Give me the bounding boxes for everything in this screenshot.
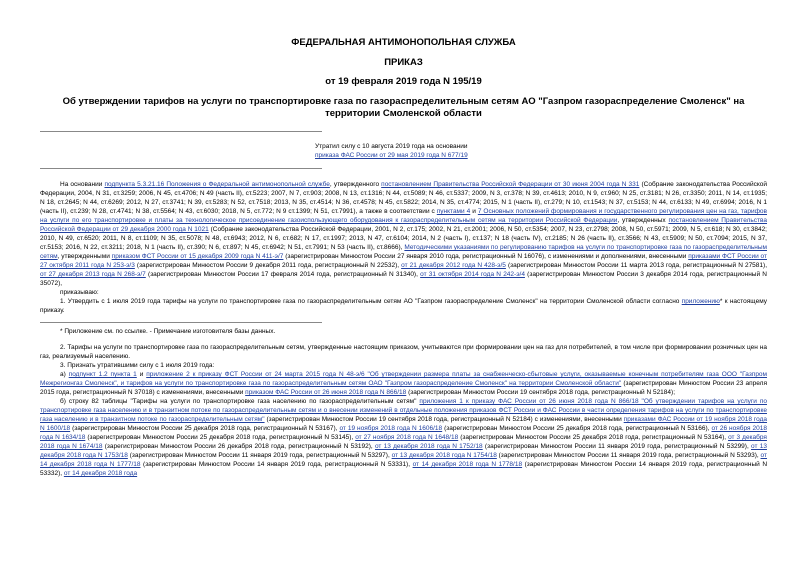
link-prikaz-dec14[interactable]: от 14 декабря 2018 года [63, 470, 138, 477]
link-prikaz-1634[interactable]: от 26 ноября 2018 года N 1634/18 [40, 425, 767, 441]
link-prikaz-1600[interactable]: приказами ФАС России от 19 ноября 2018 года N 1600/18 [40, 416, 768, 432]
link-prikaz-1778[interactable]: от 14 декабря 2018 года N 1778/18 [412, 461, 523, 468]
link-prilozhenie-2-prikaz-48[interactable]: приложение 2 к приказу ФСТ России от 24 марта 2015 года N 48-э/6 "Об утверждении размера платы за снабженческо-сбытовые услуги, оказываемые конечным потребителям газа ООО "Газпром Межрегионгаз Смоленск", и тарифов на услуги по транспортировке газа по газораспределительным сетям ОАО "Газпром газораспределение Смоленск" на территории Смоленской области" [40, 371, 768, 387]
intro-paragraph: На основании подпункта 5.3.21.16 Положения о Федеральной антимонопольной службе, утвержденного постановлением Правительства Российской Федерации от 30 июня 2004 года N 331 (Собрание законодательства Российской Федерации, 2004, N 31, ст.3259; 2006, N 45, ст.4706; N 49 (часть II), ст.5223; 2007, N 7, ст.903; 2008, N 13, ст.1316; N 44, ст.5089; N 46, ст.5337; 2009, N 3, ст.378; N 39, ст.4613; 2010, N 9, ст.960; N 25, ст.3181; N 26, ст.3350; 2011, N 14, ст.1935; N 18, ст.2645; N 44, ст.6269; 2012, N 27, ст.3741; N 39, ст.5283; N 52, ст.7518; 2013, N 35, ст.4514; N 36, ст.4578; N 45, ст.5822; 2014, N 35, ст.4774; 2015, N 1 (часть II), ст.279; N 10, ст.1543; N 37, ст.5153; N 44, ст.6133; N 49, ст.6994; 2016, N 1 (часть II), ст.239; N 28, ст.4741; N 38, ст.5564; N 43, ст.6030; 2018, N 5, ст.772; N 9 ст.1399; N 51, ст.7991), а также в соответствии с пунктами 4 и 7 Основных положений формирования и государственного регулирования цен на газ, тарифов на услуги по его транспортировке и платы за технологическое присоединение газоиспользующего оборудования к газораспределительным сетям на территории Российской Федерации, утвержденных постановлением Правительства Российской Федерации от 29 декабря 2000 года N 1021 (Собрание законодательства Российской Федерации, 2001, N 2, ст.175; 2002, N 21, ст.2001; 2006, N 50, ст.5354; 2007, N 23, ст.2798; 2008, N 50, ст.5971; 2009, N 5, ст.618; N 30, ст.3842; 2010, N 49, ст.6520; 2011, N 8, ст.1109; N 35, ст.5078; N 48, ст.6943; 2012, N 6, ст.682; N 17, ст.1997; 2013, N 47, ст.6104; 2014, N 2 (часть I), ст.137; N 18 (часть IV), ст.2185; N 26 (часть II), ст.3566; N 43, ст.5909; N 50, ст.7094; 2015, N 37, ст.5153; 2016, N 22, ст.3211; 2018, N 1 (часть II), ст.390; N 6, ст.897; N 45, ст.6942; N 51, ст.7991; N 53 (часть II), ст.8666), Методическими указаниями по регулированию тарифов на услуги по транспортировке газа по газораспределительным сетям, утвержденными приказом ФСТ России от 15 декабря 2009 года N 411-э/7 (зарегистрирован Минюстом России 27 января 2010 года, регистрационный N 16076), с изменениями и дополнениями, внесенными приказами ФСТ России от 27 октября 2011 года N 253-э/3 (зарегистрирован Минюстом России 9 декабря 2011 года, регистрационный N 22532), от 21 декабря 2012 года N 428-э/5 (зарегистрирован Минюстом России 11 марта 2013 года, регистрационный N 27581), от 27 декабря 2013 года N 268-э/7 (зарегистрирован Минюстом России 17 февраля 2014 года, регистрационный N 31340), от 31 октября 2014 года N 242-э/4 (зарегистрирован Минюстом России 3 декабря 2014 года, регистрационный N 35072), [40, 181, 768, 287]
doc-title: Об утверждении тарифов на услуги по транспортировке газа по газораспределительным сетям АО "Газпром газораспределение Смоленск" на территории Смоленской области [62, 96, 745, 119]
link-podpunkt-1-2[interactable]: подпункт 1.2 пункта 1 [68, 371, 137, 378]
document-body [40, 180, 767, 478]
lost-force-link[interactable]: приказа ФАС России от 29 мая 2019 года N 677/19 [315, 152, 468, 159]
link-metodicheskie-ukazaniya[interactable]: Методическими указаниями по регулированию тарифов на услуги по транспортировке газа по газораспределительным сетям [40, 244, 767, 260]
link-prikaz-1777[interactable]: от 14 декабря 2018 года N 1777/18 [40, 452, 767, 468]
item-3a: а) подпункт 1.2 пункта 1 и приложение 2 к приказу ФСТ России от 24 марта 2015 года N 48-э/6 "Об утверждении размера платы за снабженческо-сбытовые услуги, оказываемые конечным потребителям газа ООО "Газпром Межрегионгаз Смоленск", и тарифов на услуги по транспортировке газа по газораспределительным сетям ОАО "Газпром газораспределение Смоленск" на территории Смоленской области" (зарегистрирован Минюстом России 23 апреля 2015 года, регистрационный N 37018) с изменениями, внесенными приказом ФАС России от 26 июня 2018 года N 866/18 (зарегистрирован Минюстом России 19 сентября 2018 года, регистрационный N 52184); [40, 371, 768, 396]
link-prikaz-1674[interactable]: от 3 декабря 2018 года N 1674/18 [40, 434, 767, 450]
item-2: 2. Тарифы на услуги по транспортировке газа по газораспределительным сетям, утвержденные настоящим приказом, учитываются при формировании цен на газ для потребителей, в том числе при формировании розничных цен на газ, реализуемый населению. [40, 344, 767, 360]
link-prikaz-411[interactable]: приказом ФСТ России от 15 декабря 2009 года N 411-э/7 [111, 253, 284, 260]
link-prikaz-428[interactable]: от 21 декабря 2012 года N 428-э/5 [401, 262, 506, 269]
link-postanovlenie-331[interactable]: постановлением Правительства Российской Федерации от 30 июня 2004 года N 331 [381, 181, 640, 188]
link-polozhenie-fas[interactable]: подпункта 5.3.21.16 Положения о Федеральной антимонопольной службе [104, 181, 330, 188]
link-prikaz-1606[interactable]: от 19 ноября 2018 года N 1606/18 [339, 425, 443, 432]
separator-top [40, 131, 322, 132]
link-prikaz-242[interactable]: от 31 октября 2014 года N 242-э/4 [420, 271, 525, 278]
link-punkt-4[interactable]: пунктами 4 [436, 208, 471, 215]
link-prikaz-268[interactable]: от 27 декабря 2013 года N 268-э/7 [40, 271, 146, 278]
link-prilozhenie[interactable]: приложению [681, 298, 720, 305]
link-prikaz-1753[interactable]: от 13 декабря 2018 года N 1753/18 [40, 443, 767, 459]
footnote: * Приложение см. по ссылке. - Примечание изготовителя базы данных. [60, 328, 276, 335]
link-prikaz-1648[interactable]: от 27 ноября 2018 года N 1648/18 [355, 434, 459, 441]
doc-date-number: от 19 февраля 2019 года N 195/19 [325, 76, 482, 87]
link-postanovlenie-1021[interactable]: постановлением Правительства Российской Федерации от 29 декабря 2000 года N 1021 [40, 217, 768, 233]
link-osnovnye-polozheniya[interactable]: 7 Основных положений формирования и государственного регулирования цен на газ, тарифов на услуги по его транспортировке и платы за технологическое присоединение газоиспользующего оборудования к газораспределительным сетям на территории Российской Федерации [40, 208, 767, 224]
lost-force-note [315, 142, 468, 160]
link-prikaz-866[interactable]: приказом ФАС России от 26 июня 2018 года N 866/18 [245, 389, 407, 396]
order-word: приказываю: [60, 289, 99, 296]
doc-type: ПРИКАЗ [384, 57, 423, 68]
item-3: 3. Признать утратившими силу с 1 июля 2019 года: [60, 362, 215, 369]
link-prilozhenie-1-prikaz-866[interactable]: приложения 1 к приказу ФАС России от 26 июня 2018 года N 866/18 "Об утверждении тарифов на услуги по транспортировке газа населению и в транзитном потоке по газораспределительным сетям и о внесении изменений в отдельные положения приказов ФСТ России и ФАС России в части определения тарифов на услуги по транспортировке газа населению и в транзитном потоке по газораспределительным сетям" [40, 398, 767, 423]
link-prikaz-253[interactable]: приказами ФСТ России от 27 октября 2011 года N 253-э/3 [40, 253, 767, 269]
separator-mid [40, 168, 322, 169]
lost-force-text: Утратил силу с 10 августа 2019 года на основании [315, 143, 468, 150]
link-prikaz-1752[interactable]: от 13 декабря 2018 года N 1752/18 [374, 443, 483, 450]
link-prikaz-1754[interactable]: от 13 декабря 2018 года N 1754/18 [391, 452, 497, 459]
separator-footnote [40, 322, 322, 323]
item-1: 1. Утвердить с 1 июля 2019 года тарифы на услуги по транспортировке газа по газораспределительным сетям АО "Газпром газораспределение Смоленск" на территории Смоленской области согласно приложению* к настоящему приказу. [40, 298, 767, 314]
agency-name: ФЕДЕРАЛЬНАЯ АНТИМОНОПОЛЬНАЯ СЛУЖБА [291, 37, 516, 48]
item-3b: б) строку 82 таблицы "Тарифы на услуги по транспортировке газа населению по газораспределительным сетям" приложения 1 к приказу ФАС России от 26 июня 2018 года N 866/18 "Об утверждении тарифов на услуги по транспортировке газа населению и в транзитном потоке по газораспределительным сетям и о внесении изменений в отдельные положения приказов ФСТ России и ФАС России в части определения тарифов на услуги по транспортировке газа населению и в транзитном потоке по газораспределительным сетям" (зарегистрирован Минюстом России 19 сентября 2018 года, регистрационный N 52184) с изменениями, внесенными приказами ФАС России от 19 ноября 2018 года N 1600/18 (зарегистрирован Минюстом России 25 декабря 2018 года, регистрационный N 53167), от 19 ноября 2018 года N 1606/18 (зарегистрирован Минюстом России 25 декабря 2018 года, регистрационный N 53166), от 26 ноября 2018 года N 1634/18 (зарегистрирован Минюстом России 25 декабря 2018 года, регистрационный N 53145), от 27 ноября 2018 года N 1648/18 (зарегистрирован Минюстом России 25 декабря 2018 года, регистрационный N 53164), от 3 декабря 2018 года N 1674/18 (зарегистрирован Минюстом России 26 декабря 2018 года, регистрационный N 53192), от 13 декабря 2018 года N 1752/18 (зарегистрирован Минюстом России 11 января 2019 года, регистрационный N 53299), от 13 декабря 2018 года N 1753/18 (зарегистрирован Минюстом России 11 января 2019 года, регистрационный N 53297), от 13 декабря 2018 года N 1754/18 (зарегистрирован Минюстом России 11 января 2019 года, регистрационный N 53293), от 14 декабря 2018 года N 1777/18 (зарегистрирован Минюстом России 14 января 2019 года, регистрационный N 53331), от 14 декабря 2018 года N 1778/18 (зарегистрирован Минюстом России 14 января 2019 года, регистрационный N 53332), от 14 декабря 2018 года [40, 398, 768, 477]
